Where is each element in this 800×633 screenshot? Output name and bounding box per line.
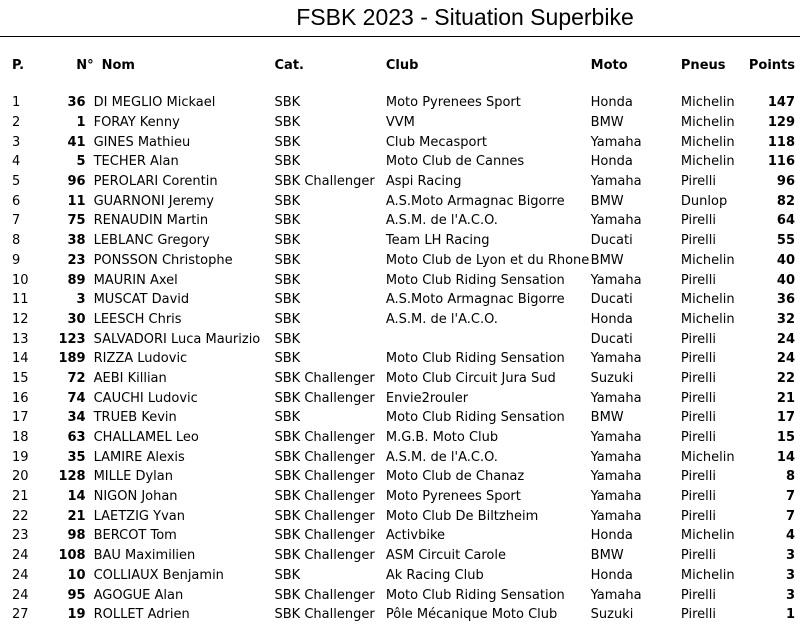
table-row [0,506,800,526]
cell-tyres: Michelin [680,154,735,170]
cell-points: 22 [776,370,795,386]
cell-points: 4 [785,528,795,544]
cell-club: Moto Club Riding Sensation [385,351,565,367]
cell-position: 22 [12,508,29,524]
cell-position: 8 [12,233,21,249]
cell-number: 35 [67,449,86,465]
page-title: FSBK 2023 - Situation Superbike [296,4,634,30]
cell-name: BAU Maximilien [93,548,196,564]
cell-name: TECHER Alan [93,154,179,170]
cell-category: SBK Challenger [274,370,375,386]
cell-club [386,329,591,349]
cell-moto: Yamaha [590,134,642,150]
cell-number: 3 [76,292,86,308]
table-row [0,388,800,408]
cell-points: 32 [776,311,795,327]
cell-tyres: Michelin [680,292,735,308]
cell-points: 36 [776,292,795,308]
cell-category: SBK [274,233,301,249]
header-club: Club [385,57,419,73]
cell-club: Club Mecasport [385,134,487,150]
header-tyres: Pneus [680,57,726,73]
table-row [0,251,800,271]
cell-number: 74 [67,390,86,406]
cell-name: TRUEB Kevin [93,410,177,426]
cell-category: SBK Challenger [274,528,375,544]
cell-category: SBK Challenger [274,174,375,190]
cell-category: SBK Challenger [274,449,375,465]
cell-category: SBK Challenger [274,548,375,564]
cell-points: 1 [785,607,795,623]
cell-tyres: Michelin [680,134,735,150]
cell-moto: BMW [590,252,624,268]
cell-points: 116 [767,154,795,170]
cell-moto: Suzuki [590,607,634,623]
cell-number: 72 [67,370,86,386]
cell-club: Moto Club de Chanaz [385,469,525,485]
cell-moto: Yamaha [590,587,642,603]
cell-tyres: Michelin [680,449,735,465]
cell-moto: Ducati [590,292,633,308]
cell-number: 108 [58,548,86,564]
table-row [0,349,800,369]
cell-name: LAMIRE Alexis [93,449,185,465]
cell-tyres: Pirelli [680,390,716,406]
cell-number: 123 [58,331,86,347]
header-number: N° [76,57,94,73]
cell-name: AEBI Killian [93,370,167,386]
cell-name: ROLLET Adrien [93,607,190,623]
cell-name: MILLE Dylan [93,469,173,485]
cell-tyres: Michelin [680,567,735,583]
table-row [0,585,800,605]
cell-position: 20 [12,469,29,485]
header-points: Points [748,57,795,73]
cell-points: 129 [767,115,795,131]
cell-number: 128 [58,469,86,485]
cell-tyres: Pirelli [680,174,716,190]
cell-position: 23 [12,528,29,544]
cell-category: SBK [274,272,301,288]
cell-position: 5 [12,174,21,190]
cell-points: 118 [767,134,795,150]
header-name: Nom [101,57,135,73]
cell-moto: Yamaha [590,430,642,446]
cell-category: SBK Challenger [274,489,375,505]
cell-club: Moto Club de Lyon et du Rhone [385,252,590,268]
cell-name: CHALLAMEL Leo [93,430,199,446]
cell-moto: Yamaha [590,272,642,288]
cell-moto: Yamaha [590,449,642,465]
cell-points: 15 [776,430,795,446]
cell-name: AGOGUE Alan [93,587,184,603]
cell-club: Moto Club Riding Sensation [385,410,565,426]
cell-points: 147 [767,95,795,111]
cell-position: 13 [12,331,29,347]
cell-club: Moto Pyrenees Sport [385,489,521,505]
cell-category: SBK [274,154,301,170]
cell-number: 34 [67,410,86,426]
cell-number: 19 [67,607,86,623]
cell-category: SBK Challenger [274,390,375,406]
table-row [0,231,800,251]
cell-points: 14 [776,449,795,465]
cell-points: 8 [785,469,795,485]
cell-name: DI MEGLIO Mickael [93,95,216,111]
cell-name: MAURIN Axel [93,272,178,288]
cell-position: 24 [12,548,29,564]
cell-position: 24 [12,587,29,603]
cell-position: 15 [12,370,29,386]
table-row [0,172,800,192]
cell-tyres: Pirelli [680,430,716,446]
cell-club: Pôle Mécanique Moto Club [385,607,558,623]
cell-number: 38 [67,233,86,249]
cell-club: A.S.M. de l'A.C.O. [385,213,498,229]
cell-club: Moto Club de Cannes [385,154,525,170]
cell-tyres: Pirelli [680,410,716,426]
cell-category: SBK [274,252,301,268]
table-row [0,605,800,625]
cell-position: 9 [12,252,21,268]
table-row [0,329,800,349]
header-position: P. [12,57,25,73]
cell-number: 96 [67,174,86,190]
table-row [0,467,800,487]
cell-category: SBK [274,410,301,426]
table-row [0,113,800,133]
cell-number: 63 [67,430,86,446]
cell-name: SALVADORI Luca Maurizio [93,331,261,347]
cell-tyres: Pirelli [680,548,716,564]
cell-position: 2 [12,115,21,131]
cell-name: NIGON Johan [93,489,178,505]
spacer-row [0,75,800,93]
cell-number: 98 [67,528,86,544]
cell-tyres: Pirelli [680,233,716,249]
cell-club: A.S.M. de l'A.C.O. [385,449,498,465]
table-row [0,290,800,310]
cell-position: 17 [12,410,29,426]
cell-position: 14 [12,351,29,367]
cell-category: SBK [274,213,301,229]
cell-club: ASM Circuit Carole [385,548,506,564]
cell-points: 3 [785,567,795,583]
cell-points: 40 [776,252,795,268]
cell-points: 3 [785,548,795,564]
cell-moto: Suzuki [590,370,634,386]
cell-club: Envie2rouler [385,390,469,406]
cell-number: 5 [76,154,86,170]
table-row [0,132,800,152]
cell-position: 16 [12,390,29,406]
cell-name: BERCOT Tom [93,528,177,544]
cell-club: Moto Club Circuit Jura Sud [385,370,556,386]
cell-moto: Yamaha [590,489,642,505]
cell-position: 10 [12,272,29,288]
standings-table [0,55,800,625]
table-row [0,447,800,467]
cell-club: M.G.B. Moto Club [385,430,499,446]
cell-name: PONSSON Christophe [93,252,233,268]
cell-position: 11 [12,292,29,308]
cell-position: 19 [12,449,29,465]
cell-tyres: Pirelli [680,607,716,623]
cell-number: 41 [67,134,86,150]
cell-moto: Yamaha [590,174,642,190]
cell-club: Moto Club Riding Sensation [385,587,565,603]
table-row [0,152,800,172]
cell-tyres: Michelin [680,252,735,268]
header-row [0,55,800,75]
cell-club: Activbike [385,528,446,544]
cell-number: 30 [67,311,86,327]
cell-points: 24 [776,351,795,367]
cell-points: 3 [785,587,795,603]
cell-points: 24 [776,331,795,347]
cell-points: 55 [776,233,795,249]
cell-name: LAETZIG Yvan [93,508,185,524]
cell-number: 1 [76,115,86,131]
table-row [0,566,800,586]
cell-tyres: Michelin [680,528,735,544]
cell-club: Ak Racing Club [385,567,484,583]
cell-tyres: Pirelli [680,331,716,347]
cell-number: 14 [67,489,86,505]
table-row [0,428,800,448]
cell-moto: Honda [590,528,633,544]
cell-category: SBK [274,193,301,209]
cell-position: 1 [12,95,21,111]
cell-moto: Ducati [590,233,633,249]
cell-moto: BMW [590,115,624,131]
cell-category: SBK Challenger [274,430,375,446]
cell-category: SBK Challenger [274,469,375,485]
cell-name: RIZZA Ludovic [93,351,188,367]
cell-points: 17 [776,410,795,426]
cell-moto: Yamaha [590,213,642,229]
cell-club: Moto Pyrenees Sport [385,95,521,111]
cell-category: SBK [274,115,301,131]
cell-category: SBK Challenger [274,607,375,623]
cell-club: Team LH Racing [385,233,490,249]
table-row [0,487,800,507]
table-row [0,93,800,113]
cell-moto: Honda [590,154,633,170]
cell-name: MUSCAT David [93,292,190,308]
cell-points: 96 [776,174,795,190]
cell-number: 89 [67,272,86,288]
header-category: Cat. [274,57,304,73]
cell-name: LEBLANC Gregory [93,233,210,249]
cell-name: FORAY Kenny [93,115,180,131]
cell-position: 24 [12,567,29,583]
cell-moto: Yamaha [590,508,642,524]
header-moto: Moto [590,57,628,73]
table-row [0,546,800,566]
cell-points: 21 [776,390,795,406]
cell-category: SBK Challenger [274,587,375,603]
cell-name: RENAUDIN Martin [93,213,209,229]
cell-moto: Honda [590,311,633,327]
table-row [0,270,800,290]
cell-moto: Yamaha [590,390,642,406]
table-row [0,369,800,389]
cell-number: 95 [67,587,86,603]
cell-name: GUARNONI Jeremy [93,193,215,209]
cell-number: 21 [67,508,86,524]
cell-position: 6 [12,193,21,209]
cell-position: 4 [12,154,21,170]
cell-moto: Ducati [590,331,633,347]
title-divider [0,36,800,37]
cell-number: 36 [67,95,86,111]
cell-tyres: Pirelli [680,351,716,367]
cell-category: SBK [274,567,301,583]
cell-club: Aspi Racing [385,174,462,190]
cell-moto: BMW [590,410,624,426]
cell-tyres: Pirelli [680,469,716,485]
cell-position: 18 [12,430,29,446]
cell-points: 40 [776,272,795,288]
cell-category: SBK [274,351,301,367]
cell-club: VVM [385,115,415,131]
cell-name: CAUCHI Ludovic [93,390,198,406]
cell-moto: Yamaha [590,469,642,485]
cell-points: 7 [785,489,795,505]
cell-club: A.S.Moto Armagnac Bigorre [385,292,565,308]
cell-category: SBK [274,292,301,308]
cell-position: 7 [12,213,21,229]
cell-category: SBK Challenger [274,508,375,524]
table-row [0,310,800,330]
cell-number: 11 [67,193,86,209]
cell-club: A.S.M. de l'A.C.O. [385,311,498,327]
cell-tyres: Michelin [680,311,735,327]
cell-tyres: Pirelli [680,213,716,229]
cell-name: LEESCH Chris [93,311,182,327]
table-row [0,211,800,231]
cell-club: Moto Club Riding Sensation [385,272,565,288]
cell-position: 21 [12,489,29,505]
cell-moto: Honda [590,95,633,111]
cell-tyres: Pirelli [680,370,716,386]
cell-number: 189 [58,351,86,367]
cell-position: 12 [12,311,29,327]
cell-moto: BMW [590,548,624,564]
cell-number: 10 [67,567,86,583]
cell-tyres: Michelin [680,115,735,131]
cell-tyres: Pirelli [680,587,716,603]
table-row [0,526,800,546]
cell-category: SBK [274,95,301,111]
cell-position: 27 [12,607,29,623]
cell-points: 7 [785,508,795,524]
cell-position: 3 [12,134,21,150]
cell-moto: BMW [590,193,624,209]
cell-tyres: Michelin [680,95,735,111]
cell-name: GINES Mathieu [93,134,191,150]
table-row [0,408,800,428]
cell-tyres: Pirelli [680,508,716,524]
cell-club: A.S.Moto Armagnac Bigorre [385,193,565,209]
cell-club: Moto Club De Biltzheim [385,508,539,524]
cell-points: 82 [776,193,795,209]
cell-moto: Honda [590,567,633,583]
cell-category: SBK [274,134,301,150]
cell-moto: Yamaha [590,351,642,367]
cell-number: 75 [67,213,86,229]
table-row [0,191,800,211]
cell-name: COLLIAUX Benjamin [93,567,224,583]
cell-tyres: Pirelli [680,489,716,505]
cell-category: SBK [274,331,301,347]
cell-tyres: Dunlop [680,193,728,209]
cell-points: 64 [776,213,795,229]
cell-tyres: Pirelli [680,272,716,288]
cell-category: SBK [274,311,301,327]
cell-number: 23 [67,252,86,268]
cell-name: PEROLARI Corentin [93,174,218,190]
